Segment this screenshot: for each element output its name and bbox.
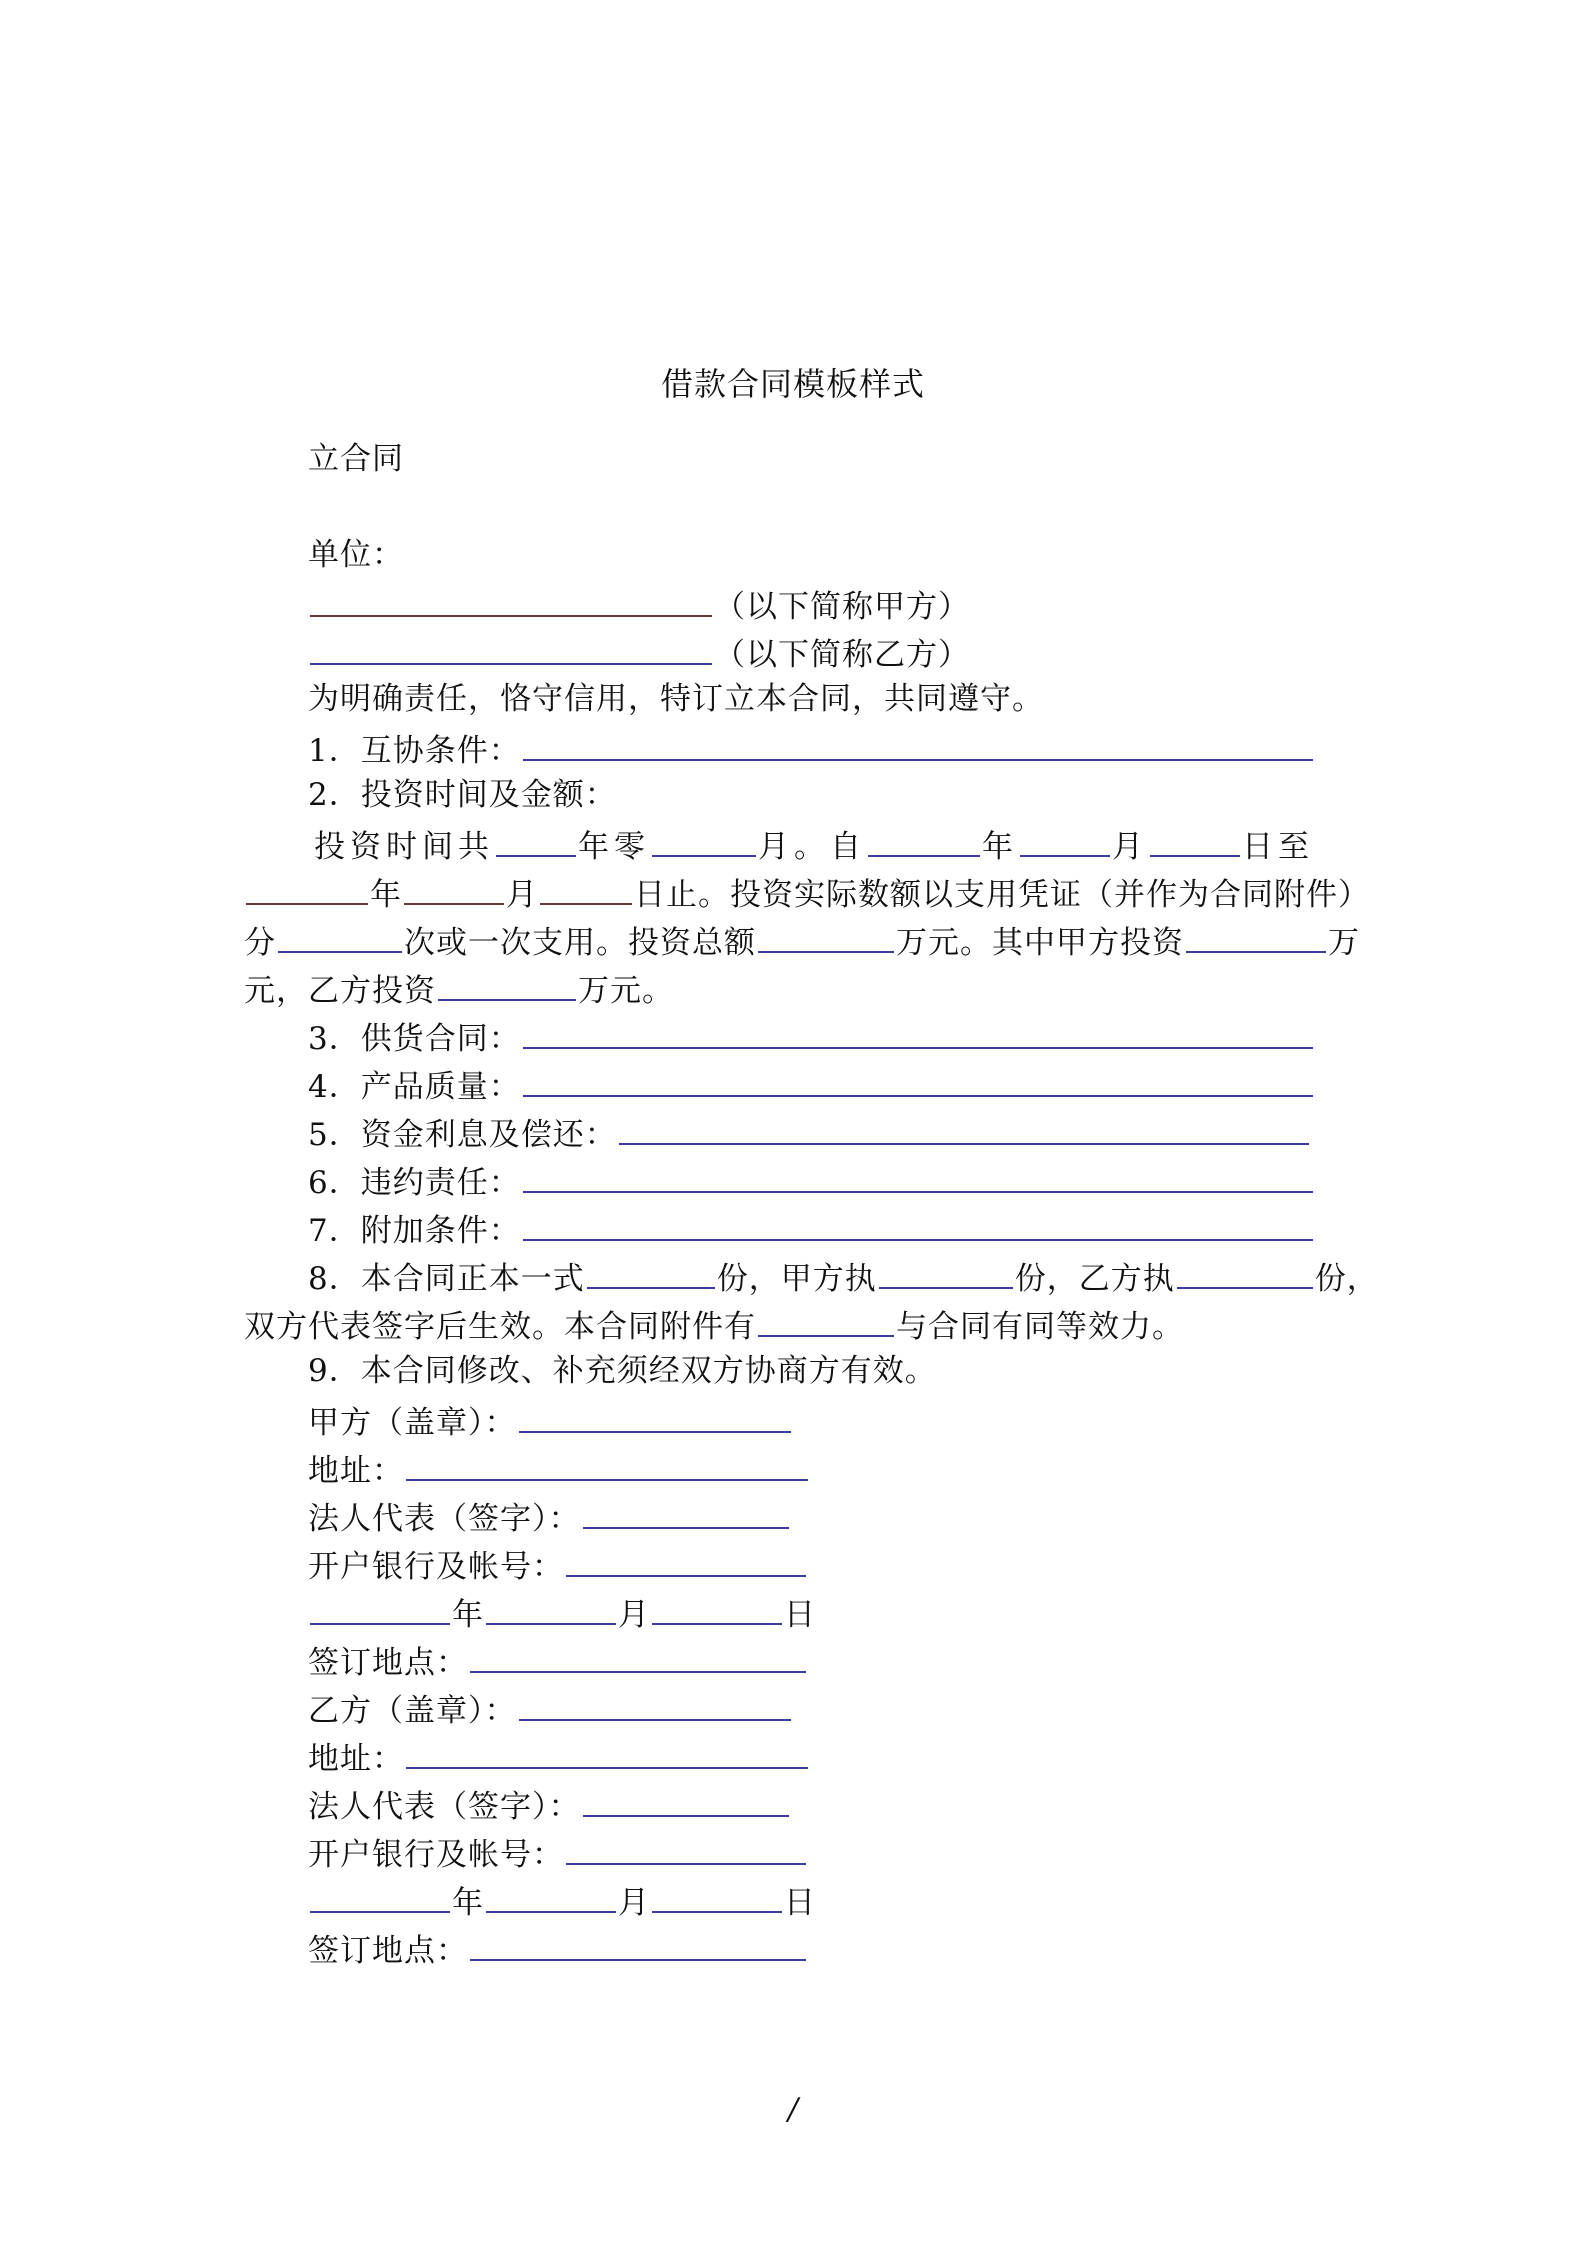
text-segment: 日止。投资实际数额以支用凭证（并作为合同附件） <box>634 877 1370 913</box>
opening-text: 立合同 <box>308 441 404 477</box>
party-a-line <box>308 581 970 627</box>
party-a-place-line <box>308 1637 808 1683</box>
item-7 <box>308 1205 1315 1251</box>
item-1 <box>308 725 1315 771</box>
installments-blank[interactable] <box>278 917 402 953</box>
text-segment: 分 <box>244 925 276 961</box>
party-b-year-blank[interactable] <box>310 1877 450 1913</box>
party-a-year-blank[interactable] <box>310 1589 450 1625</box>
item-6-label: 6．违约责任： <box>308 1165 521 1201</box>
party-b-place-line <box>308 1925 808 1971</box>
party-a-copies-blank[interactable] <box>879 1253 1013 1289</box>
text-segment: 万 <box>1328 925 1360 961</box>
item-5 <box>308 1109 1311 1155</box>
party-b-place-label: 签订地点： <box>308 1933 468 1969</box>
start-year-blank[interactable] <box>868 821 980 857</box>
party-a-seal-label: 甲方（盖章）： <box>308 1405 517 1441</box>
item-6-blank[interactable] <box>523 1157 1313 1193</box>
text-segment: 万元。其中甲方投资 <box>896 925 1184 961</box>
end-year-blank[interactable] <box>246 869 368 905</box>
item-2-line-1 <box>314 821 1314 867</box>
item-6 <box>308 1157 1315 1203</box>
item-8-line-1 <box>308 1253 1379 1299</box>
text-segment: 月 <box>618 1885 650 1921</box>
party-a-investment-blank[interactable] <box>1186 917 1326 953</box>
text-segment: 份，甲方执 <box>716 1261 877 1297</box>
text-segment: 与合同有同等效力。 <box>896 1309 1184 1345</box>
party-a-seal-line <box>308 1397 793 1443</box>
attachments-blank[interactable] <box>758 1301 894 1337</box>
party-a-legal-rep-blank[interactable] <box>583 1493 789 1529</box>
start-day-blank[interactable] <box>1150 821 1240 857</box>
text-segment: 份，乙方执 <box>1014 1261 1175 1297</box>
item-3-label: 3．供货合同： <box>308 1021 521 1057</box>
text-segment: 年 <box>452 1885 484 1921</box>
party-a-bank-label: 开户银行及帐号： <box>308 1549 564 1585</box>
years-blank[interactable] <box>496 821 576 857</box>
party-b-legal-rep-label: 法人代表（签字）： <box>308 1789 581 1825</box>
party-b-copies-blank[interactable] <box>1177 1253 1313 1289</box>
party-a-date-line <box>308 1589 816 1635</box>
party-b-seal-blank[interactable] <box>519 1685 791 1721</box>
party-b-legal-rep-line <box>308 1781 791 1827</box>
item-2-line-2 <box>244 869 1370 915</box>
party-b-seal-line <box>308 1685 793 1731</box>
text-segment: 8．本合同正本一式 <box>308 1261 585 1297</box>
party-a-place-blank[interactable] <box>470 1637 806 1673</box>
item-3 <box>308 1013 1315 1059</box>
text-segment: 年 <box>982 829 1018 865</box>
unit-label: 单位： <box>308 537 404 573</box>
party-a-legal-rep-line <box>308 1493 791 1539</box>
party-b-day-blank[interactable] <box>652 1877 782 1913</box>
text-segment: 年零 <box>578 829 650 865</box>
item-1-blank[interactable] <box>523 725 1313 761</box>
start-month-blank[interactable] <box>1020 821 1110 857</box>
party-a-bank-line <box>308 1541 808 1587</box>
party-b-suffix: （以下简称乙方） <box>714 637 970 673</box>
item-5-blank[interactable] <box>619 1109 1309 1145</box>
party-a-bank-blank[interactable] <box>566 1541 806 1577</box>
item-1-label: 1．互协条件： <box>308 733 521 769</box>
party-a-month-blank[interactable] <box>486 1589 616 1625</box>
party-b-line <box>308 629 970 675</box>
party-a-suffix: （以下简称甲方） <box>714 589 970 625</box>
text-segment: 日 <box>784 1885 816 1921</box>
text-segment: 双方代表签字后生效。本合同附件有 <box>244 1309 756 1345</box>
party-b-blank[interactable] <box>310 629 712 665</box>
party-a-address-line <box>308 1445 810 1491</box>
item-7-blank[interactable] <box>523 1205 1313 1241</box>
party-b-month-blank[interactable] <box>486 1877 616 1913</box>
text-segment: 投资时间共 <box>314 829 494 865</box>
item-2-line-4 <box>244 965 674 1011</box>
item-4 <box>308 1061 1315 1107</box>
item-3-blank[interactable] <box>523 1013 1313 1049</box>
item-5-label: 5．资金利息及偿还： <box>308 1117 617 1153</box>
text-segment: 月 <box>1112 829 1148 865</box>
party-b-bank-blank[interactable] <box>566 1829 806 1865</box>
item-7-label: 7．附加条件： <box>308 1213 521 1249</box>
item-4-label: 4．产品质量： <box>308 1069 521 1105</box>
text-segment: 日 <box>784 1597 816 1633</box>
item-9: 9．本合同修改、补充须经双方协商方有效。 <box>308 1353 937 1389</box>
page-number: / <box>787 2092 799 2127</box>
text-segment: 元，乙方投资 <box>244 973 436 1009</box>
copies-blank[interactable] <box>587 1253 715 1289</box>
party-a-place-label: 签订地点： <box>308 1645 468 1681</box>
party-b-legal-rep-blank[interactable] <box>583 1781 789 1817</box>
party-b-bank-label: 开户银行及帐号： <box>308 1837 564 1873</box>
party-a-legal-rep-label: 法人代表（签字）： <box>308 1501 581 1537</box>
preamble-text: 为明确责任，恪守信用，特订立本合同，共同遵守。 <box>308 681 1044 717</box>
item-8-line-2 <box>244 1301 1184 1347</box>
text-segment: 万元。 <box>578 973 674 1009</box>
end-day-blank[interactable] <box>540 869 632 905</box>
text-segment: 份， <box>1314 1261 1379 1297</box>
text-segment: 次或一次支用。投资总额 <box>404 925 756 961</box>
end-month-blank[interactable] <box>404 869 504 905</box>
party-b-address-blank[interactable] <box>406 1733 808 1769</box>
party-b-seal-label: 乙方（盖章）： <box>308 1693 517 1729</box>
party-a-blank[interactable] <box>310 581 712 617</box>
text-segment: 日至 <box>1242 829 1314 865</box>
party-a-address-blank[interactable] <box>406 1445 808 1481</box>
item-4-blank[interactable] <box>523 1061 1313 1097</box>
item-2-line-3 <box>244 917 1360 963</box>
party-b-address-line <box>308 1733 810 1779</box>
party-b-address-label: 地址： <box>308 1741 404 1777</box>
item-2-label: 2．投资时间及金额： <box>308 777 617 813</box>
party-a-address-label: 地址： <box>308 1453 404 1489</box>
party-b-date-line <box>308 1877 816 1923</box>
total-investment-blank[interactable] <box>758 917 894 953</box>
party-a-seal-blank[interactable] <box>519 1397 791 1433</box>
text-segment: 月 <box>506 877 538 913</box>
party-b-bank-line <box>308 1829 808 1875</box>
party-a-day-blank[interactable] <box>652 1589 782 1625</box>
document-title: 借款合同模板样式 <box>660 365 925 403</box>
text-segment: 年 <box>452 1597 484 1633</box>
party-b-place-blank[interactable] <box>470 1925 806 1961</box>
party-b-investment-blank[interactable] <box>438 965 576 1001</box>
text-segment: 年 <box>370 877 402 913</box>
text-segment: 月。自 <box>758 829 866 865</box>
months-blank[interactable] <box>652 821 756 857</box>
text-segment: 月 <box>618 1597 650 1633</box>
